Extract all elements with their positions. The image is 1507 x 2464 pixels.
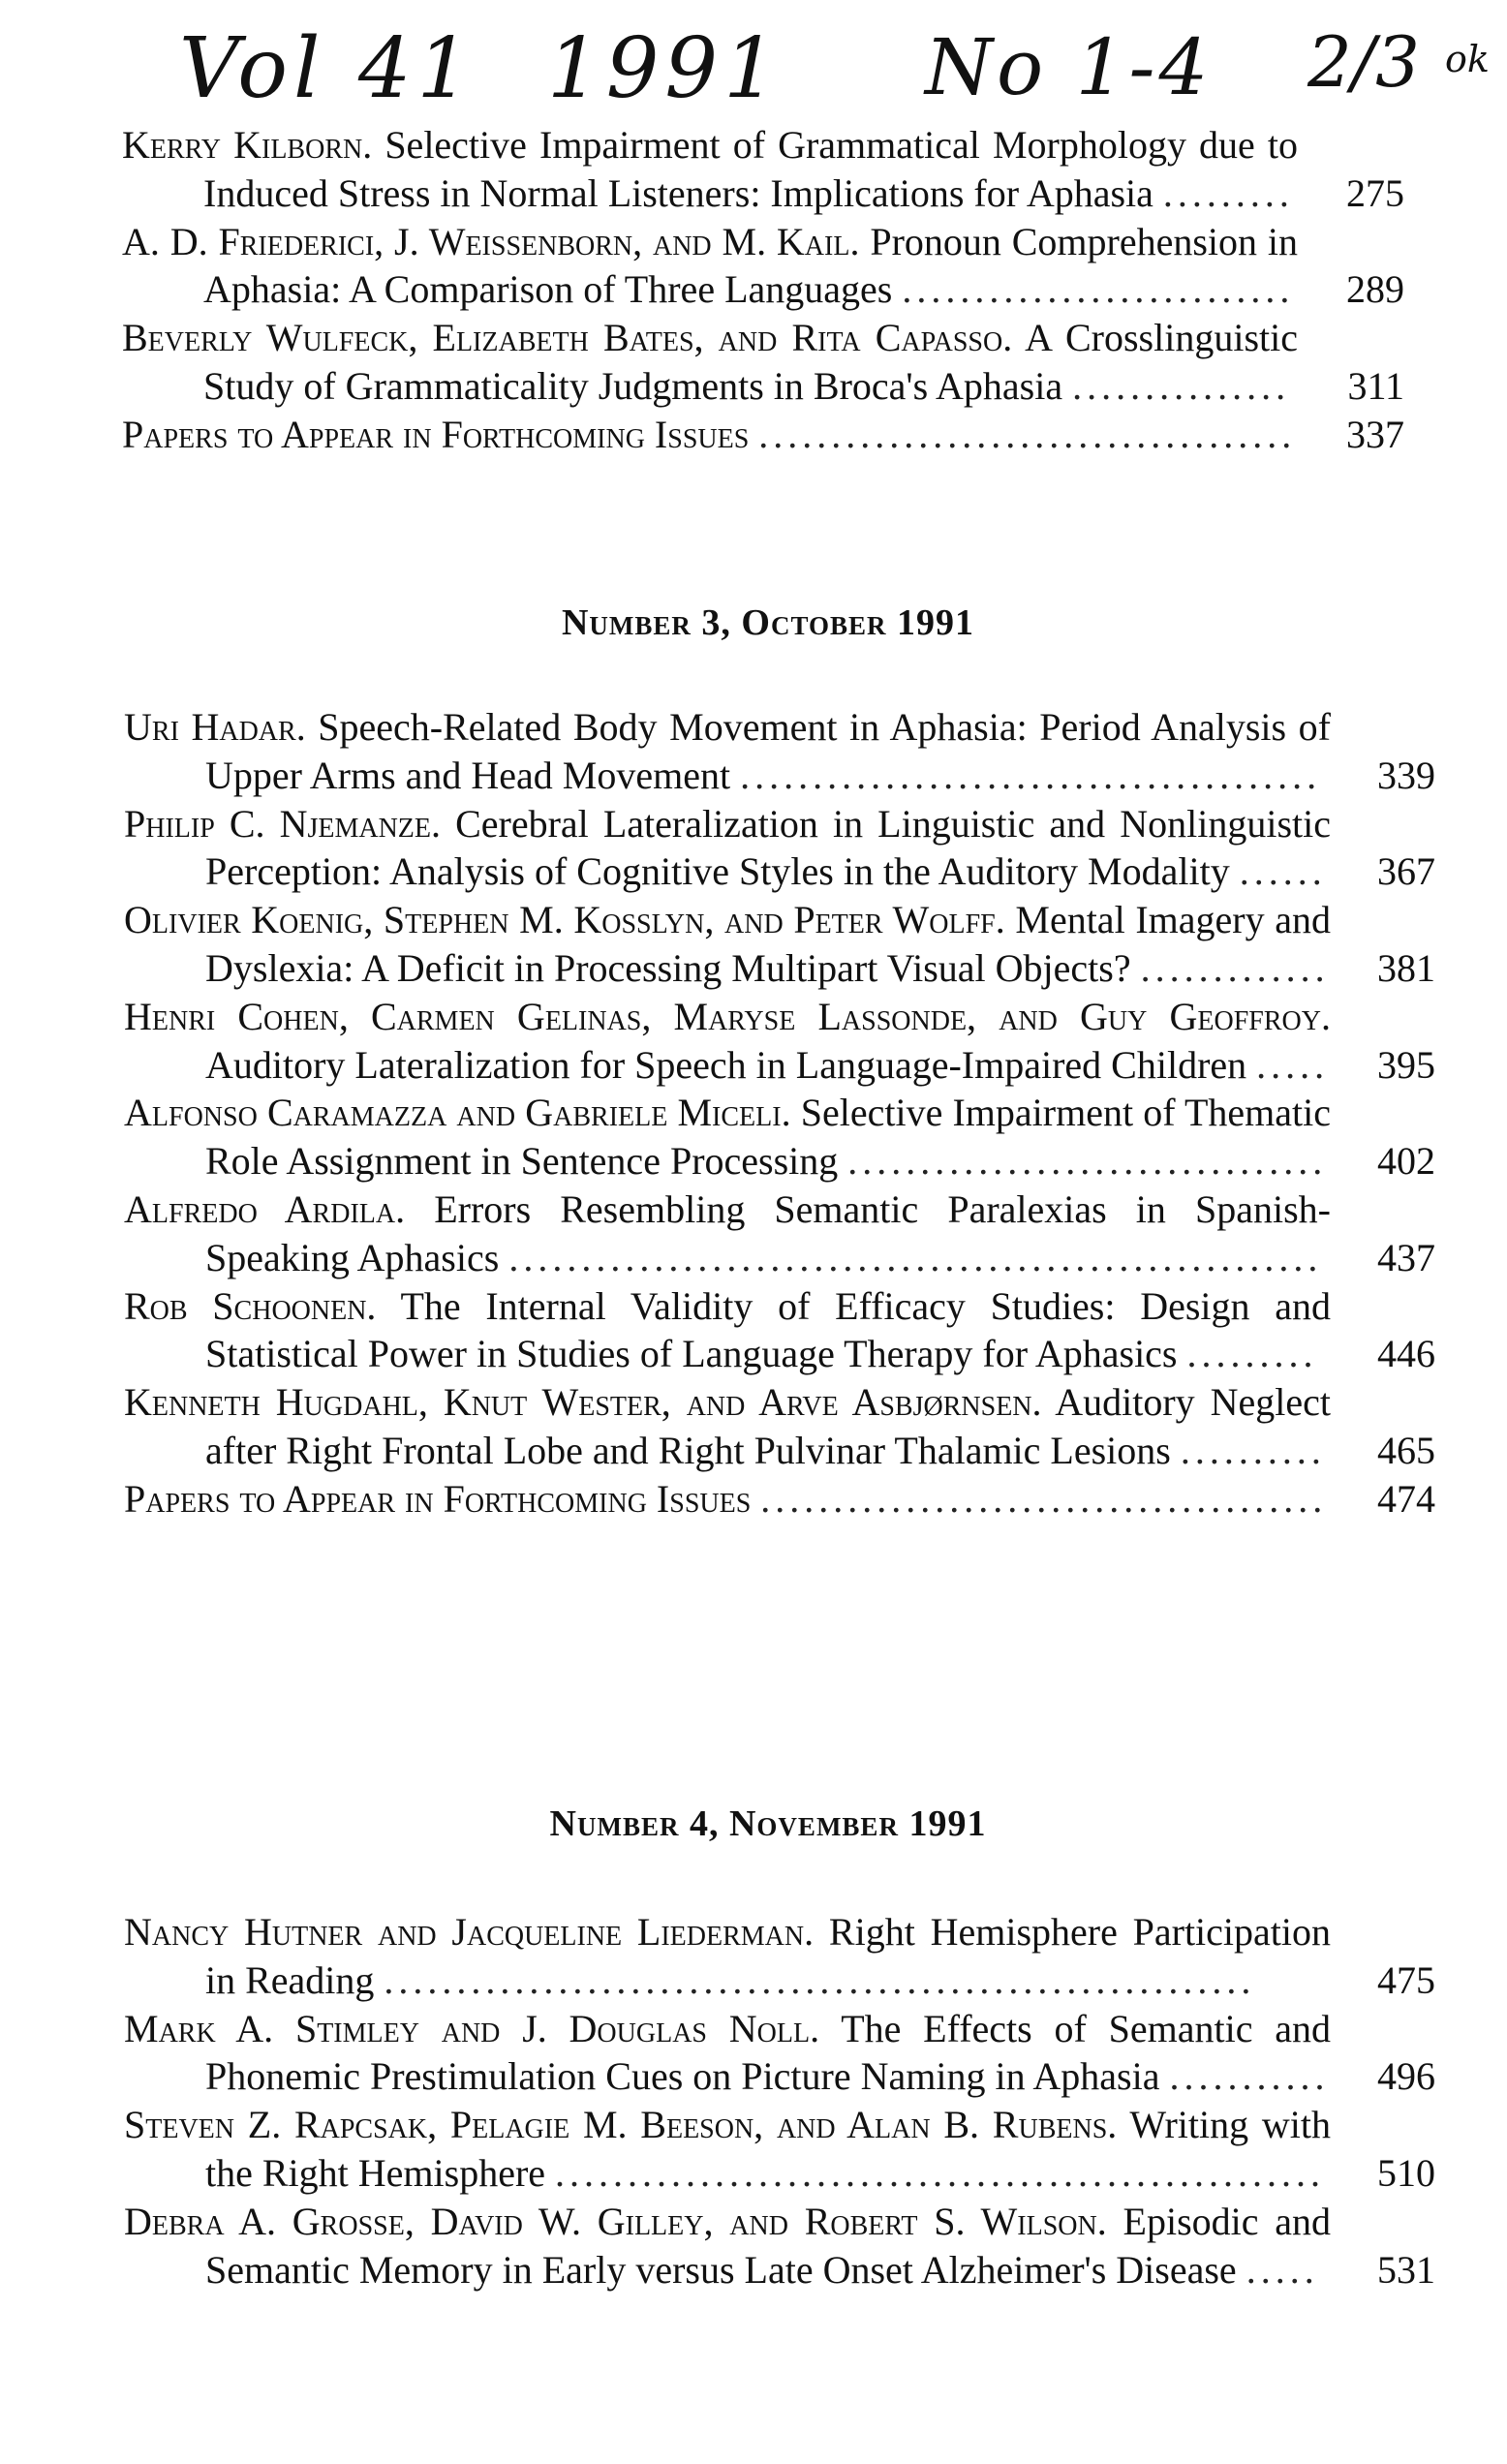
toc-entry: [122, 121, 1404, 218]
toc-entry: [122, 218, 1404, 315]
entry-authors: Henri Cohen, Carmen Gelinas, Maryse Lassonde, and Guy Geoffroy.: [124, 994, 1331, 1038]
section-heading: Number 4, November 1991: [549, 1803, 987, 1844]
dot-leader: .................................: [847, 1139, 1328, 1184]
toc-entry: [124, 1378, 1435, 1475]
toc-entry: [124, 896, 1435, 993]
toc-entry: [124, 1089, 1435, 1186]
dot-leader: .......................................: [760, 1476, 1328, 1521]
entry-page-number: 367: [1377, 849, 1435, 894]
entry-authors: Alfredo Ardila.: [124, 1186, 406, 1231]
entry-authors: Mark A. Stimley and J. Douglas Noll.: [124, 2006, 820, 2050]
entry-title: Right Hemisphere Participation in Reading: [205, 1910, 1332, 2002]
entry-title: Speech-Related Body Movement in Aphasia: Period Analysis of Upper Arms and Head Movement: [205, 705, 1331, 797]
entry-authors: Papers to Appear in Forthcoming Issues: [122, 412, 750, 456]
toc-entry-list: [122, 121, 1404, 459]
entry-authors: Debra A. Grosse, David W. Gilley, and Robert S. Wilson.: [124, 2199, 1107, 2243]
entry-page-number: 446: [1377, 1332, 1435, 1376]
entry-title: Cerebral Lateralization in Linguistic and Nonlinguistic Perception: Analysis of Cognitive Styles in the Auditory Modality: [205, 801, 1331, 894]
toc-entry-list: [124, 703, 1435, 1524]
entry-authors: Kenneth Hugdahl, Knut Wester, and Arve Asbjørnsen.: [124, 1380, 1042, 1425]
entry-authors: Beverly Wulfeck, Elizabeth Bates, and Rita Capasso.: [122, 316, 1013, 360]
handwritten-volume: Vol 41: [179, 20, 477, 117]
entry-page-number: 311: [1347, 363, 1404, 408]
entry-title: Mental Imagery and Dyslexia: A Deficit in Processing Multipart Visual Objects?: [205, 898, 1331, 990]
toc-entry-forthcoming: [124, 1475, 1435, 1524]
toc-entry: [124, 800, 1435, 897]
entry-page-number: 289: [1346, 267, 1404, 312]
entry-authors: Philip C. Njemanze.: [124, 801, 442, 846]
toc-entry: [124, 703, 1435, 800]
entry-page-number: 275: [1346, 170, 1404, 215]
dot-leader: .....................................................: [555, 2150, 1326, 2195]
entry-title: Episodic and Semantic Memory in Early versus Late Onset Alzheimer's Disease: [205, 2199, 1332, 2292]
toc-section-number-3: [0, 599, 1507, 1524]
toc-entry: [124, 2005, 1435, 2102]
handwritten-check: ok: [1445, 38, 1490, 80]
toc-section-continued: [0, 121, 1507, 459]
entry-page-number: 475: [1377, 1957, 1435, 2002]
toc-entry: [124, 2101, 1435, 2198]
entry-title: Auditory Neglect after Right Frontal Lobe and Right Pulvinar Thalamic Lesions: [205, 1380, 1331, 1472]
dot-leader: .....................................: [758, 412, 1297, 456]
entry-authors: Kerry Kilborn.: [122, 123, 373, 167]
dot-leader: ......: [1239, 849, 1327, 894]
dot-leader: .........: [1162, 170, 1294, 215]
toc-entry: [124, 2198, 1435, 2295]
entry-title: Pronoun Comprehension in Aphasia: A Comparison of Three Languages: [203, 219, 1299, 312]
dot-leader: ...............: [1072, 363, 1291, 408]
dot-leader: .....: [1256, 1042, 1330, 1087]
entry-page-number: 339: [1377, 753, 1435, 797]
entry-authors: Nancy Hutner and Jacqueline Liederman.: [124, 1910, 815, 1954]
entry-authors: A. D. Friederici, J. Weissenborn, and M. Kail.: [122, 219, 860, 263]
entry-authors: Alfonso Caramazza and Gabriele Miceli.: [124, 1091, 791, 1135]
entry-page-number: 474: [1377, 1476, 1435, 1521]
dot-leader: .............: [1140, 945, 1330, 990]
toc-entry: [124, 1186, 1435, 1282]
entry-title: The Internal Validity of Efficacy Studies: Design and Statistical Power in Studies of Language Therapy for Aphasics: [205, 1283, 1331, 1376]
entry-title: The Effects of Semantic and Phonemic Prestimulation Cues on Picture Naming in Aphasia: [205, 2006, 1332, 2099]
entry-authors: Uri Hadar.: [124, 705, 306, 749]
section-heading: Number 3, October 1991: [561, 602, 975, 643]
entry-authors: Rob Schoonen.: [124, 1283, 377, 1328]
entry-authors: Papers to Appear in Forthcoming Issues: [124, 1476, 752, 1521]
entry-authors: Steven Z. Rapcsak, Pelagie M. Beeson, and Alan B. Rubens.: [124, 2103, 1118, 2147]
handwritten-issue-numbers: No 1-4: [925, 22, 1213, 112]
entry-page-number: 465: [1377, 1428, 1435, 1472]
entry-page-number: 531: [1377, 2247, 1435, 2292]
entry-authors: Olivier Koenig, Stephen M. Kosslyn, and Peter Wolff.: [124, 898, 1005, 942]
handwritten-year: 1991: [547, 20, 783, 117]
entry-title: Selective Impairment of Grammatical Morphology due to Induced Stress in Normal Listeners: Implications for Aphasia: [203, 123, 1299, 215]
entry-title: Auditory Lateralization for Speech in Language-Impaired Children: [205, 1042, 1247, 1087]
entry-title: Selective Impairment of Thematic Role Assignment in Sentence Processing: [205, 1091, 1332, 1184]
toc-entry-forthcoming: [122, 411, 1404, 459]
entry-title: Errors Resembling Semantic Paralexias in Spanish-Speaking Aphasics: [205, 1186, 1332, 1279]
dot-leader: .........: [1186, 1332, 1318, 1376]
toc-entry: [122, 314, 1404, 411]
entry-title: A Crosslinguistic Study of Grammaticality Judgments in Broca's Aphasia: [203, 316, 1298, 408]
toc-entry: [124, 993, 1435, 1090]
dot-leader: ............................................................: [384, 1957, 1256, 2002]
entry-page-number: 437: [1377, 1235, 1435, 1279]
toc-section-number-4: [0, 1800, 1507, 2294]
entry-page-number: 496: [1377, 2054, 1435, 2099]
entry-page-number: 510: [1377, 2150, 1435, 2195]
entry-page-number: 395: [1377, 1042, 1435, 1087]
entry-page-number: 402: [1377, 1139, 1435, 1184]
dot-leader: .....: [1246, 2247, 1319, 2292]
toc-entry-list: [124, 1908, 1435, 2294]
dot-leader: ...........................: [902, 267, 1295, 312]
dot-leader: ........................................................: [508, 1235, 1323, 1279]
handwritten-fraction: 2/3: [1307, 21, 1420, 103]
dot-leader: ...........: [1169, 2054, 1330, 2099]
dot-leader: ........................................: [740, 753, 1322, 797]
entry-title: Writing with the Right Hemisphere: [205, 2103, 1331, 2195]
toc-entry: [124, 1908, 1435, 2005]
dot-leader: ..........: [1180, 1428, 1326, 1472]
toc-entry: [124, 1282, 1435, 1379]
entry-page-number: 337: [1346, 412, 1404, 456]
entry-page-number: 381: [1377, 945, 1435, 990]
